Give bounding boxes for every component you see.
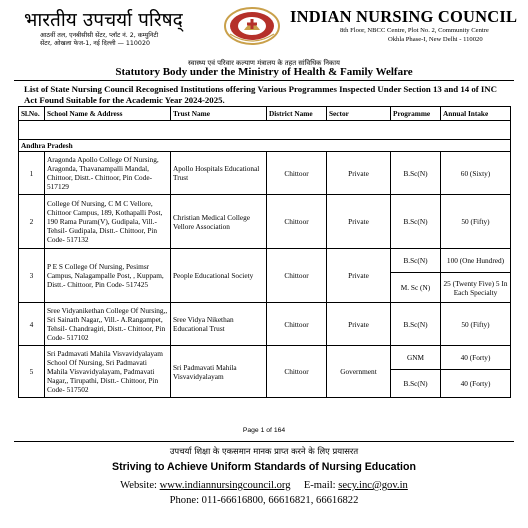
- cell-sector: Government: [327, 346, 391, 398]
- column-header-school: School Name & Address: [45, 107, 171, 121]
- cell-intake: 25 (Twenty Five) 5 In Each Specialty: [441, 273, 511, 303]
- website-label: Website:: [120, 480, 157, 491]
- motto: Striving to Achieve Uniform Standards of Nursing Education: [112, 461, 416, 473]
- cell-sl-no: 2: [19, 195, 45, 249]
- cell-district: Chittoor: [267, 346, 327, 398]
- cell-sl-no: 3: [19, 249, 45, 303]
- table-spacer-row: [19, 121, 511, 140]
- english-address-line-1: 8th Floor, NBCC Centre, Plot No. 2, Community Centre: [340, 27, 489, 34]
- cell-sl-no: 4: [19, 303, 45, 346]
- cell-programme: B.Sc(N): [391, 303, 441, 346]
- cell-district: Chittoor: [267, 195, 327, 249]
- inc-logo-emblem-icon: [222, 4, 282, 48]
- cell-district: Chittoor: [267, 303, 327, 346]
- cell-trust: Christian Medical College Vellore Association: [171, 195, 267, 249]
- cell-intake: 60 (Sixty): [441, 152, 511, 195]
- document-title: List of State Nursing Council Recognised Institutions offering Various Programmes Inspected Under Section 13 and 14 of INC Act Found Suitable for the Academic Year 2024-2025.: [24, 84, 498, 105]
- cell-sector: Private: [327, 303, 391, 346]
- cell-district: Chittoor: [267, 249, 327, 303]
- website-link[interactable]: www.indiannursingcouncil.org: [159, 480, 291, 491]
- cell-trust: People Educational Society: [171, 249, 267, 303]
- cell-school: Aragonda Apollo College Of Nursing, Aragonda, Thavanampalli Mandal, Chittoor, Distt.- Chittoor, Pin Code- 517129: [45, 152, 171, 195]
- column-header-district: District Name: [267, 107, 327, 121]
- cell-sl-no: 5: [19, 346, 45, 398]
- column-header-annual-intake: Annual Intake: [441, 107, 511, 121]
- column-header-sector: Sector: [327, 107, 391, 121]
- email-link[interactable]: secy.inc@gov.in: [338, 480, 408, 491]
- cell-programme: B.Sc(N): [391, 152, 441, 195]
- cell-district: Chittoor: [267, 152, 327, 195]
- cell-intake: 100 (One Hundred): [441, 249, 511, 273]
- cell-programme: B.Sc(N): [391, 249, 441, 273]
- cell-trust: Sri Padmavati Mahila Visvavidyalayam: [171, 346, 267, 398]
- cell-programme: B.Sc(N): [391, 370, 441, 398]
- state-row: [19, 140, 511, 152]
- cell-programme: B.Sc(N): [391, 195, 441, 249]
- english-address-line-2: Okhla Phase-I, New Delhi - 110020: [388, 36, 483, 43]
- cell-school: College Of Nursing, C M C Vellore, Chittoor Campus, 189, Kothapalli Post, 190 Rama Puram(V), Gudipala, Vill.- Tehsil- Gudipala, Distt.- Chittoor, Pin Code- 517132: [45, 195, 171, 249]
- table-row: [19, 249, 511, 273]
- table-row: [19, 346, 511, 370]
- column-header-trust: Trust Name: [171, 107, 267, 121]
- column-header-sl-no: Sl.No.: [19, 107, 45, 121]
- cell-school: Sree Vidyanikethan College Of Nursing,, Sri Sainath Nagar,, Vill.- A.Rangampet, Tehsil- Chandragiri, Distt.- Chittoor, Pin Code- 517102: [45, 303, 171, 346]
- table-row: [19, 303, 511, 346]
- table-header-row: [19, 107, 511, 121]
- cell-sl-no: 1: [19, 152, 45, 195]
- state-name: Andhra Pradesh: [19, 140, 511, 152]
- cell-sector: Private: [327, 249, 391, 303]
- cell-programme: M. Sc (N): [391, 273, 441, 303]
- english-council-title: INDIAN NURSING COUNCIL: [290, 7, 518, 26]
- cell-programme: GNM: [391, 346, 441, 370]
- hindi-address-line-1: आठवीं तल, एनबीसीसी सेंटर, प्लॉट नं. 2, कम्युनिटी: [40, 32, 159, 39]
- table-row: [19, 195, 511, 249]
- statutory-body-line: Statutory Body under the Ministry of Health & Family Welfare: [115, 66, 413, 78]
- header-divider: [14, 80, 514, 81]
- email-label: E-mail:: [303, 480, 336, 491]
- footer-divider: [14, 441, 514, 442]
- hindi-motto: उपचर्या शिक्षा के एकसमान मानक प्राप्त करने के लिए प्रयासरत: [169, 446, 359, 456]
- cell-intake: 40 (Forty): [441, 370, 511, 398]
- cell-intake: 50 (Fifty): [441, 303, 511, 346]
- hindi-address-line-2: सेंटर, ओखला फेज-1, नई दिल्ली — 110020: [40, 40, 150, 47]
- cell-trust: Sree Vidya Nikethan Educational Trust: [171, 303, 267, 346]
- hindi-statutory-line: स्वास्थ्य एवं परिवार कल्याण मंत्रालय के तहत सांविधिक निकाय: [188, 59, 340, 67]
- phone-line: Phone: 011-66616800, 66616821, 66616822: [169, 495, 359, 506]
- cell-sector: Private: [327, 195, 391, 249]
- column-header-programme: Programme: [391, 107, 441, 121]
- page-number: Page 1 of 164: [242, 427, 286, 434]
- table-row: [19, 152, 511, 195]
- contact-line: [0, 480, 528, 491]
- cell-intake: 50 (Fifty): [441, 195, 511, 249]
- institutions-table: [18, 106, 511, 398]
- hindi-council-title: भारतीय उपचर्या परिषद्: [24, 9, 183, 31]
- cell-trust: Apollo Hospitals Educational Trust: [171, 152, 267, 195]
- cell-intake: 40 (Forty): [441, 346, 511, 370]
- cell-school: P E S College Of Nursing, Pesimsr Campus, Nalagampalle Post, , Kuppam, Distt.- Chittoor, Pin Code- 517425: [45, 249, 171, 303]
- cell-school: Sri Padmavati Mahila Visvavidyalayam School Of Nursing, Sri Padmavati Mahila Visvavidyalayam, Padmavati Nagar,, Tirupathi, Distt.- Chittoor, Pin Code- 517502: [45, 346, 171, 398]
- cell-sector: Private: [327, 152, 391, 195]
